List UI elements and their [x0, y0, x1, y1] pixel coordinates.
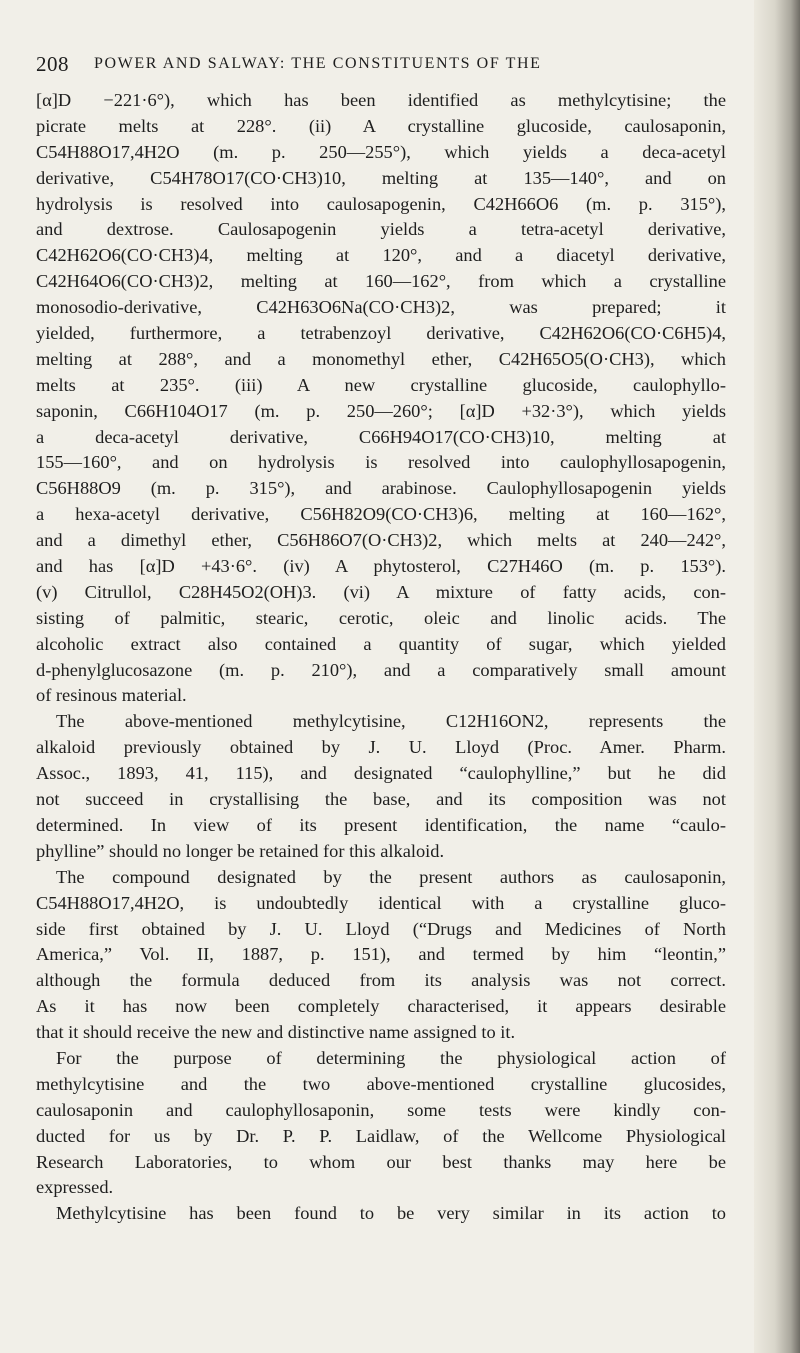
text-line: although the formula deduced from its analysis was not correct.	[36, 970, 726, 991]
text-line: saponin, C66H104O17 (m. p. 250—260°; [α]D +32·3°), which yields	[36, 400, 726, 421]
text-line: Assoc., 1893, 41, 115), and designated “caulophylline,” but he did	[36, 763, 726, 784]
text-line: and a dimethyl ether, C56H86O7(O·CH3)2, which melts at 240—242°,	[36, 530, 726, 551]
text-line: As it has now been completely characterised, it appears desirable	[36, 996, 726, 1017]
text-line: derivative, C54H78O17(CO·CH3)10, melting at 135—140°, and on	[36, 167, 726, 188]
text-line: that it should receive the new and distinctive name assigned to it.	[36, 1022, 516, 1043]
text-line: America,” Vol. II, 1887, p. 151), and termed by him “leontin,”	[36, 944, 726, 965]
text-line: and dextrose. Caulosapogenin yields a tetra-acetyl derivative,	[36, 219, 726, 240]
text-line: caulosaponin and caulophyllosaponin, some tests were kindly con-	[36, 1099, 726, 1120]
text-line: ducted for us by Dr. P. P. Laidlaw, of the Wellcome Physiological	[36, 1125, 726, 1146]
text-line: The above-mentioned methylcytisine, C12H16ON2, represents the	[56, 711, 726, 732]
text-line: side first obtained by J. U. Lloyd (“Drugs and Medicines of North	[36, 918, 726, 939]
text-line: C54H88O17,4H2O, is undoubtedly identical with a crystalline gluco-	[36, 892, 726, 913]
text-line: determined. In view of its present identification, the name “caulo-	[36, 814, 726, 835]
page-number: 208	[36, 52, 69, 76]
text-line: methylcytisine and the two above-mentioned crystalline glucosides,	[36, 1073, 726, 1094]
text-line: alkaloid previously obtained by J. U. Lloyd (Proc. Amer. Pharm.	[36, 737, 726, 758]
body-text	[36, 88, 726, 1227]
text-line: expressed.	[36, 1177, 114, 1198]
text-line: C56H88O9 (m. p. 315°), and arabinose. Caulophyllosapogenin yields	[36, 478, 726, 499]
text-line: a hexa-acetyl derivative, C56H82O9(CO·CH3)6, melting at 160—162°,	[36, 504, 726, 525]
text-line: C42H64O6(CO·CH3)2, melting at 160—162°, from which a crystalline	[36, 271, 726, 292]
text-line: sisting of palmitic, stearic, cerotic, oleic and linolic acids. The	[36, 607, 726, 628]
page-header	[36, 52, 751, 78]
running-title: POWER AND SALWAY: THE CONSTITUENTS OF THE	[94, 55, 542, 72]
text-line: of resinous material.	[36, 685, 187, 706]
text-line: not succeed in crystallising the base, and its composition was not	[36, 789, 726, 810]
text-line: For the purpose of determining the physiological action of	[56, 1047, 726, 1068]
text-line: Methylcytisine has been found to be very similar in its action to	[56, 1203, 726, 1224]
text-line: and has [α]D +43·6°. (iv) A phytosterol, C27H46O (m. p. 153°).	[36, 556, 726, 577]
text-line: C42H62O6(CO·CH3)4, melting at 120°, and a diacetyl derivative,	[36, 245, 726, 266]
text-line: monosodio-derivative, C42H63O6Na(CO·CH3)2, was prepared; it	[36, 297, 726, 318]
text-line: yielded, furthermore, a tetrabenzoyl derivative, C42H62O6(CO·C6H5)4,	[36, 323, 726, 344]
text-line: a deca-acetyl derivative, C66H94O17(CO·CH3)10, melting at	[36, 426, 726, 447]
text-line: 155—160°, and on hydrolysis is resolved into caulophyllosapogenin,	[36, 452, 726, 473]
text-line: phylline” should no longer be retained for this alkaloid.	[36, 840, 445, 861]
text-line: d-phenylglucosazone (m. p. 210°), and a comparatively small amount	[36, 659, 726, 680]
page-edge-shadow	[754, 0, 800, 1353]
text-line: The compound designated by the present authors as caulosaponin,	[56, 866, 726, 887]
text-line: hydrolysis is resolved into caulosapogenin, C42H66O6 (m. p. 315°),	[36, 193, 726, 214]
text-line: (v) Citrullol, C28H45O2(OH)3. (vi) A mixture of fatty acids, con-	[36, 581, 726, 602]
text-line: picrate melts at 228°. (ii) A crystalline glucoside, caulosaponin,	[36, 115, 726, 136]
text-line: Research Laboratories, to whom our best thanks may here be	[36, 1151, 726, 1172]
text-line: [α]D −221·6°), which has been identified as methylcytisine; the	[36, 90, 726, 110]
text-line: melting at 288°, and a monomethyl ether, C42H65O5(O·CH3), which	[36, 348, 726, 369]
text-line: alcoholic extract also contained a quantity of sugar, which yielded	[36, 633, 726, 654]
text-line: melts at 235°. (iii) A new crystalline glucoside, caulophyllo-	[36, 374, 726, 395]
text-line: C54H88O17,4H2O (m. p. 250—255°), which yields a deca-acetyl	[36, 141, 726, 162]
